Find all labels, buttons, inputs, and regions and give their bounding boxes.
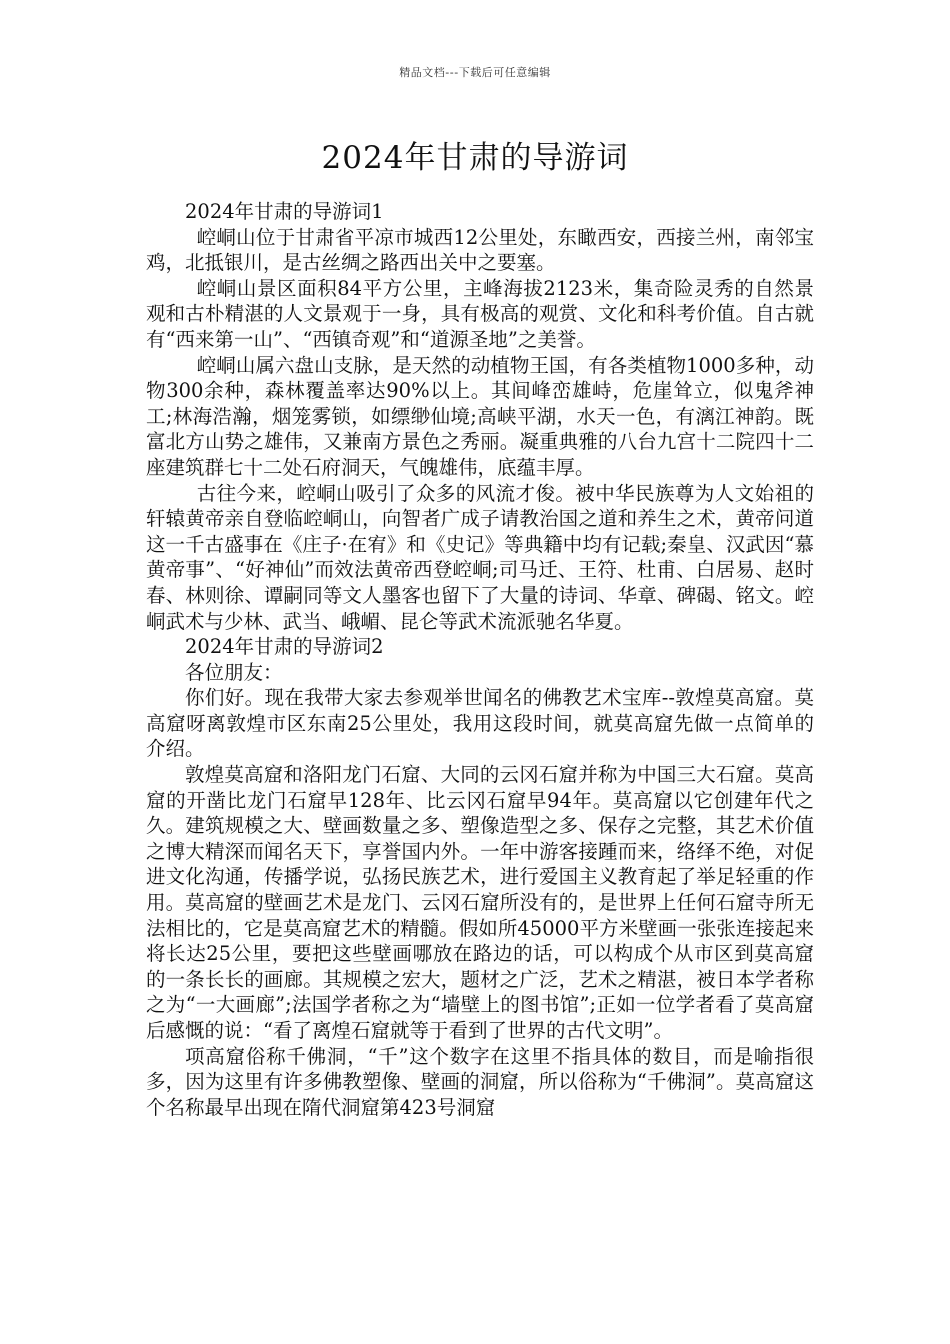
section-heading-1: 2024年甘肃的导游词1 bbox=[185, 200, 384, 223]
paragraph: 你们好。现在我带大家去参观举世闻名的佛教艺术宝库--敦煌莫高窟。莫高窟呀离敦煌市区东南25公里处，我用这段时间，就莫高窟先做一点简单的介绍。 bbox=[146, 686, 814, 761]
paragraph: 项高窟俗称千佛洞，“千”这个数字在这里不指具体的数目，而是喻指很多，因为这里有许多佛教塑像、壁画的洞窟，所以俗称为“千佛洞”。莫高窟这个名称最早出现在隋代洞窟第423号洞窟 bbox=[146, 1044, 814, 1119]
paragraph: 崆峒山景区面积84平方公里，主峰海拔2123米，集奇险灵秀的自然景观和古朴精湛的人文景观于一身，具有极高的观赏、文化和科考价值。自古就有“西来第一山”、“西镇奇观”和“道源圣地”之美誉。 bbox=[146, 276, 814, 351]
section-heading-2: 2024年甘肃的导游词2 bbox=[185, 635, 384, 659]
header-note: 精品文档---下载后可任意编辑 bbox=[399, 66, 551, 79]
paragraph: 崆峒山位于甘肃省平凉市城西12公里处，东瞰西安，西接兰州，南邻宝鸡，北抵银川，是古丝绸之路西出关中之要塞。 bbox=[146, 225, 814, 275]
greeting: 各位朋友： bbox=[185, 660, 283, 684]
page-title: 2024年甘肃的导游词 bbox=[321, 140, 629, 176]
paragraph: 敦煌莫高窟和洛阳龙门石窟、大同的云冈石窟并称为中国三大石窟。莫高窟的开凿比龙门石窟早128年、比云冈石窟早94年。莫高窟以它创建年代之久。建筑规模之大、壁画数量之多、塑像造型之多、保存之完整，其艺术价值之博大精深而闻名天下，享誉国内外。一年中游客接踵而来，络绎不绝，对促进文化沟通，传播学说，弘扬民族艺术，进行爱国主义教育起了举足轻重的作用。莫高窟的壁画艺术是龙门、云冈石窟所没有的，是世界上任何石窟寺所无法相比的，它是莫高窟艺术的精髓。假如所45000平方米壁画一张张连接起来将长达25公里，要把这些壁画哪放在路边的话，可以构成个从市区到莫高窟的一条长长的画廊。其规模之宏大，题材之广泛，艺术之精湛，被日本学者称之为“一大画廊”;法国学者称之为“墙壁上的图书馆”;正如一位学者看了莫高窟后感慨的说：“看了离煌石窟就等于看到了世界的古代文明”。 bbox=[146, 763, 814, 1042]
document-body bbox=[146, 199, 814, 1120]
paragraph: 古往今来，崆峒山吸引了众多的风流才俊。被中华民族尊为人文始祖的轩辕黄帝亲自登临崆峒山，向智者广成子请教治国之道和养生之术，黄帝问道这一千古盛事在《庄子·在宥》和《史记》等典籍中均有记载;秦皇、汉武因“慕黄帝事”、“好神仙”而效法黄帝西登崆峒;司马迁、王符、杜甫、白居易、赵时春、林则徐、谭嗣同等文人墨客也留下了大量的诗词、华章、碑碣、铭文。崆峒武术与少林、武当、峨嵋、昆仑等武术流派驰名华夏。 bbox=[146, 481, 814, 633]
paragraph: 崆峒山属六盘山支脉，是天然的动植物王国，有各类植物1000多种，动物300余种，森林覆盖率达90%以上。其间峰峦雄峙，危崖耸立，似鬼斧神工;林海浩瀚，烟笼雾锁，如缥缈仙境;高峡平湖，水天一色，有漓江神韵。既富北方山势之雄伟，又兼南方景色之秀丽。凝重典雅的八台九宫十二院四十二座建筑群七十二处石府洞天，气魄雄伟，底蕴丰厚。 bbox=[146, 353, 814, 479]
